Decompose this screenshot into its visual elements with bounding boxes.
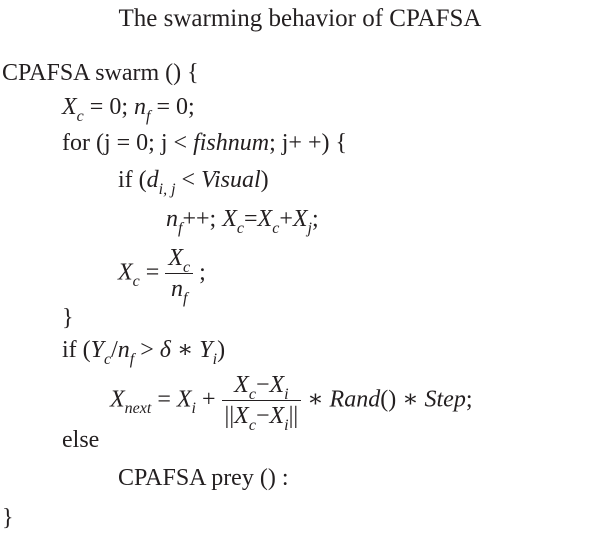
- yi-symbol: Y: [199, 337, 213, 363]
- for-prefix: for (j = 0; j <: [62, 130, 194, 156]
- step-var: Step: [424, 386, 466, 413]
- increment: ++;: [182, 206, 223, 232]
- num-sub: c: [183, 259, 191, 276]
- den-minus: −: [255, 403, 270, 430]
- xi-subscript: i: [191, 400, 196, 418]
- rand-parens: (): [380, 386, 397, 413]
- den-sub: f: [182, 290, 188, 308]
- den-xi-sub: i: [284, 417, 289, 435]
- xc-symbol: X: [62, 94, 77, 120]
- num-minus: −: [255, 372, 270, 398]
- figure-title: The swarming behavior of CPAFSA: [118, 5, 482, 32]
- star-operator: ∗: [170, 337, 200, 363]
- for-line: [62, 131, 347, 155]
- num-xi-sub: i: [284, 386, 289, 403]
- xi-symbol: X: [176, 386, 192, 413]
- rand-function: Rand: [329, 386, 381, 413]
- xj-symbol: X: [292, 206, 308, 232]
- xc-symbol: X: [222, 206, 237, 232]
- nf-symbol: n: [117, 337, 130, 363]
- slash: /: [111, 337, 118, 363]
- yi-subscript: i: [212, 351, 218, 368]
- fraction-numerator: [222, 372, 302, 401]
- nf-subscript: f: [129, 351, 135, 368]
- xc-subscript: c: [76, 108, 84, 125]
- num-xi: X: [269, 372, 285, 398]
- d-subscript: i, j: [158, 181, 176, 198]
- num-x: X: [168, 245, 183, 271]
- num-xc: X: [234, 372, 249, 398]
- inner-close-brace: }: [62, 305, 74, 331]
- plus: +: [196, 386, 222, 413]
- xc-subscript: c: [132, 273, 140, 291]
- star-operator-1: ∗: [301, 386, 330, 413]
- plus: +: [279, 206, 293, 232]
- init-text-2: = 0;: [150, 94, 195, 120]
- yc-subscript: c: [104, 351, 112, 368]
- norm-close: ||: [288, 403, 299, 430]
- num-xc-sub: c: [248, 386, 256, 403]
- function-header: CPAFSA swarm () {: [2, 60, 199, 86]
- star-operator-2: ∗: [396, 386, 425, 413]
- den-n: n: [170, 276, 183, 303]
- if-prefix: if (: [62, 337, 91, 363]
- init-text-1: = 0;: [83, 94, 134, 120]
- accumulate-line: [166, 206, 319, 237]
- equals: =: [151, 386, 177, 413]
- init-line: [62, 94, 195, 125]
- nf-symbol: n: [133, 94, 146, 120]
- nf-symbol: n: [166, 206, 178, 232]
- xc2-subscript: c: [272, 220, 280, 237]
- fishnum-var: fishnum: [193, 130, 270, 156]
- fraction-denominator: [222, 401, 302, 435]
- lt-operator: <: [175, 167, 202, 193]
- den-xc: X: [234, 403, 249, 430]
- xc-subscript: c: [236, 220, 244, 237]
- xc-symbol: X: [118, 259, 133, 286]
- if-prefix: if (: [118, 167, 147, 193]
- xj-subscript: j: [307, 220, 312, 237]
- yc-symbol: Y: [90, 337, 105, 363]
- if-crowd-line: [62, 337, 226, 368]
- move-fraction: [222, 372, 302, 435]
- if-visual-line: [118, 167, 269, 198]
- nf-subscript: f: [145, 108, 151, 125]
- norm-open: ||: [224, 403, 235, 430]
- if-suffix: ): [217, 337, 226, 363]
- outer-close-brace: }: [2, 505, 14, 531]
- nf-subscript: f: [178, 220, 183, 237]
- xnext-subscript: next: [124, 400, 152, 418]
- xnext-symbol: X: [110, 386, 125, 413]
- semicolon: ;: [193, 259, 206, 286]
- visual-var: Visual: [201, 167, 261, 193]
- delta-symbol: δ: [159, 337, 171, 363]
- den-xi: X: [269, 403, 285, 430]
- equals: =: [139, 259, 166, 286]
- semicolon: ;: [465, 386, 473, 413]
- if-suffix: ): [260, 167, 269, 193]
- equals: =: [243, 206, 258, 232]
- xc2-symbol: X: [257, 206, 273, 232]
- else-keyword: else: [62, 427, 100, 453]
- fraction-numerator: [165, 245, 193, 274]
- for-suffix: ; j+ +) {: [269, 130, 347, 156]
- semicolon: ;: [311, 206, 319, 232]
- prey-call-line: CPAFSA prey () :: [118, 465, 289, 491]
- den-xc-sub: c: [248, 417, 256, 435]
- d-symbol: d: [146, 167, 159, 193]
- average-fraction: [165, 245, 193, 308]
- fraction-denominator: [165, 274, 193, 308]
- gt-operator: >: [134, 337, 160, 363]
- average-line: [118, 245, 206, 308]
- move-line: [110, 372, 473, 435]
